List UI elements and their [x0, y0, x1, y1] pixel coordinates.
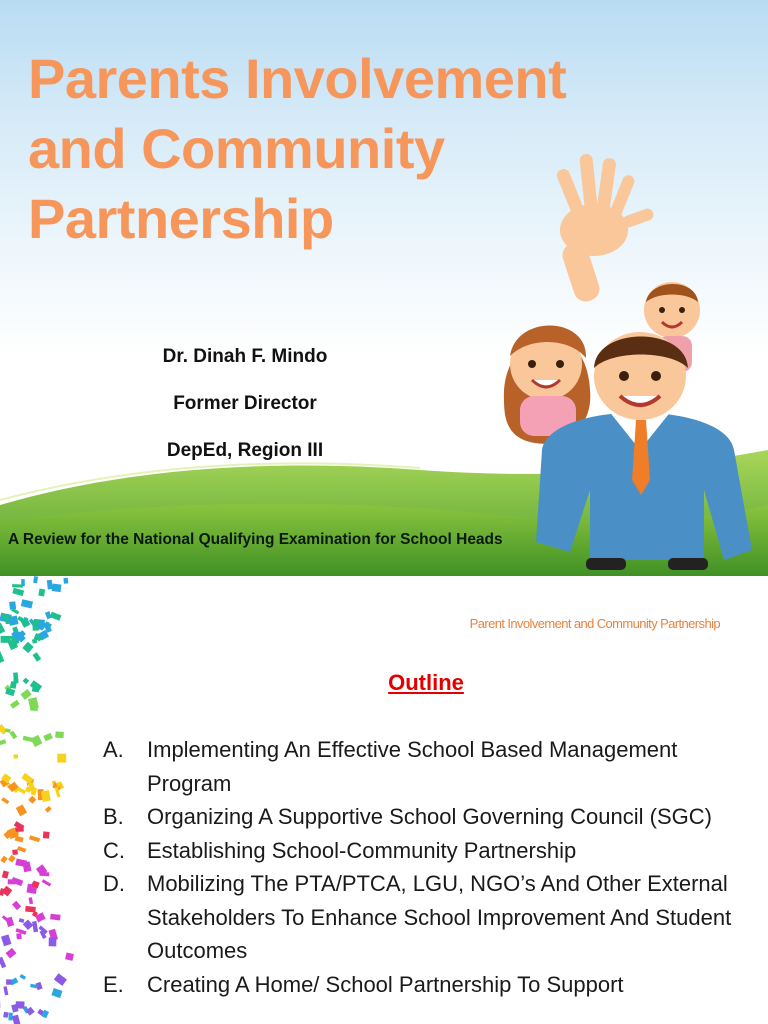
confetti-piece [33, 576, 38, 583]
confetti-piece [12, 901, 21, 910]
confetti-piece [15, 836, 24, 843]
confetti-piece [50, 914, 61, 921]
confetti-piece [5, 688, 15, 696]
confetti-piece [41, 790, 51, 802]
confetti-piece [43, 733, 53, 742]
confetti-piece [0, 856, 7, 864]
confetti-piece [12, 1015, 21, 1024]
confetti-piece [30, 706, 38, 711]
confetti-piece [28, 796, 36, 804]
confetti-piece [0, 623, 5, 635]
outline-list [103, 733, 743, 1001]
confetti-piece [6, 979, 12, 984]
confetti-decoration [0, 576, 90, 1024]
confetti-piece [23, 920, 33, 931]
presenter-role: Former Director [173, 393, 317, 414]
confetti-piece [0, 957, 6, 969]
outline-item-letter: D. [103, 871, 125, 896]
title-line-1: Parents Involvement [28, 47, 567, 110]
presenter-name: Dr. Dinah F. Mindo [162, 346, 328, 367]
family-illustration [490, 150, 768, 576]
confetti-piece [21, 599, 33, 608]
confetti-piece [3, 986, 8, 995]
confetti-piece [9, 731, 17, 740]
review-caption: A Review for the National Qualifying Examination for School Heads [8, 531, 503, 548]
title-line-3: Partnership [28, 187, 334, 250]
confetti-piece [47, 580, 53, 590]
confetti-piece [28, 897, 33, 904]
confetti-piece [49, 937, 57, 946]
confetti-piece [32, 921, 38, 932]
confetti-piece [8, 855, 16, 863]
confetti-piece [32, 652, 41, 662]
confetti-piece [32, 639, 37, 644]
outline-item-text: Establishing School-Community Partnership [147, 837, 577, 863]
confetti-piece [10, 700, 20, 709]
confetti-piece [0, 651, 4, 664]
confetti-piece [17, 846, 26, 853]
outline-item-letter: A. [103, 737, 124, 762]
outline-item-d [103, 867, 743, 968]
outline-slide [0, 576, 768, 1024]
outline-item-a [103, 733, 743, 800]
confetti-piece [8, 879, 16, 884]
confetti-piece [22, 861, 31, 872]
outline-item-e [103, 968, 743, 1002]
confetti-piece [42, 879, 52, 886]
outline-item-c [103, 834, 743, 868]
confetti-piece [16, 933, 22, 939]
confetti-piece [21, 689, 32, 700]
confetti-piece [10, 681, 17, 689]
confetti-piece [23, 678, 30, 685]
confetti-piece [20, 974, 27, 980]
confetti-piece [65, 953, 74, 961]
confetti-piece [1, 934, 11, 946]
presenter-org: DepEd, Region III [166, 440, 324, 461]
title-line-2: and Community [28, 117, 445, 180]
confetti-piece [2, 871, 9, 879]
outline-item-text: Implementing An Effective School Based Management Program [147, 737, 678, 796]
outline-item-text: Mobilizing The PTA/PTCA, LGU, NGO’s And Other External Stakeholders To Enhance School Improvement And Student Outcomes [147, 871, 732, 963]
outline-item-letter: C. [103, 837, 125, 863]
confetti-piece [63, 578, 68, 584]
outline-item-letter: E. [103, 971, 124, 997]
confetti-piece [12, 584, 23, 587]
confetti-piece [16, 804, 27, 816]
confetti-piece [13, 754, 18, 758]
slide-header-label: Parent Involvement and Community Partnership [469, 616, 720, 631]
confetti-piece [23, 736, 34, 742]
confetti-piece [38, 589, 45, 597]
confetti-piece [0, 739, 6, 745]
outline-heading: Outline [388, 670, 464, 695]
confetti-piece [3, 1012, 8, 1018]
outline-item-text: Organizing A Supportive School Governing Council (SGC) [147, 804, 712, 829]
confetti-piece [19, 918, 25, 923]
confetti-piece [16, 1001, 25, 1008]
confetti-piece [12, 588, 24, 596]
confetti-piece [52, 584, 62, 593]
confetti-piece [45, 806, 52, 813]
confetti-piece [12, 849, 18, 855]
outline-item-b [103, 800, 743, 834]
outline-item-text: Creating A Home/ School Partnership To Support [147, 971, 624, 997]
confetti-piece [29, 835, 40, 842]
confetti-piece [8, 616, 18, 626]
confetti-piece [32, 684, 40, 693]
confetti-piece [43, 831, 50, 838]
confetti-piece [22, 642, 33, 653]
confetti-piece [5, 917, 14, 927]
confetti-piece [1, 797, 9, 804]
confetti-piece [57, 754, 66, 763]
confetti-piece [54, 973, 67, 986]
confetti-piece [6, 948, 17, 959]
confetti-piece [50, 612, 62, 621]
presenter-info [150, 342, 340, 483]
confetti-piece [55, 731, 64, 738]
confetti-piece [51, 988, 62, 998]
waving-hand-icon [555, 153, 655, 304]
outline-item-letter: B. [103, 804, 124, 829]
confetti-piece [25, 906, 36, 913]
